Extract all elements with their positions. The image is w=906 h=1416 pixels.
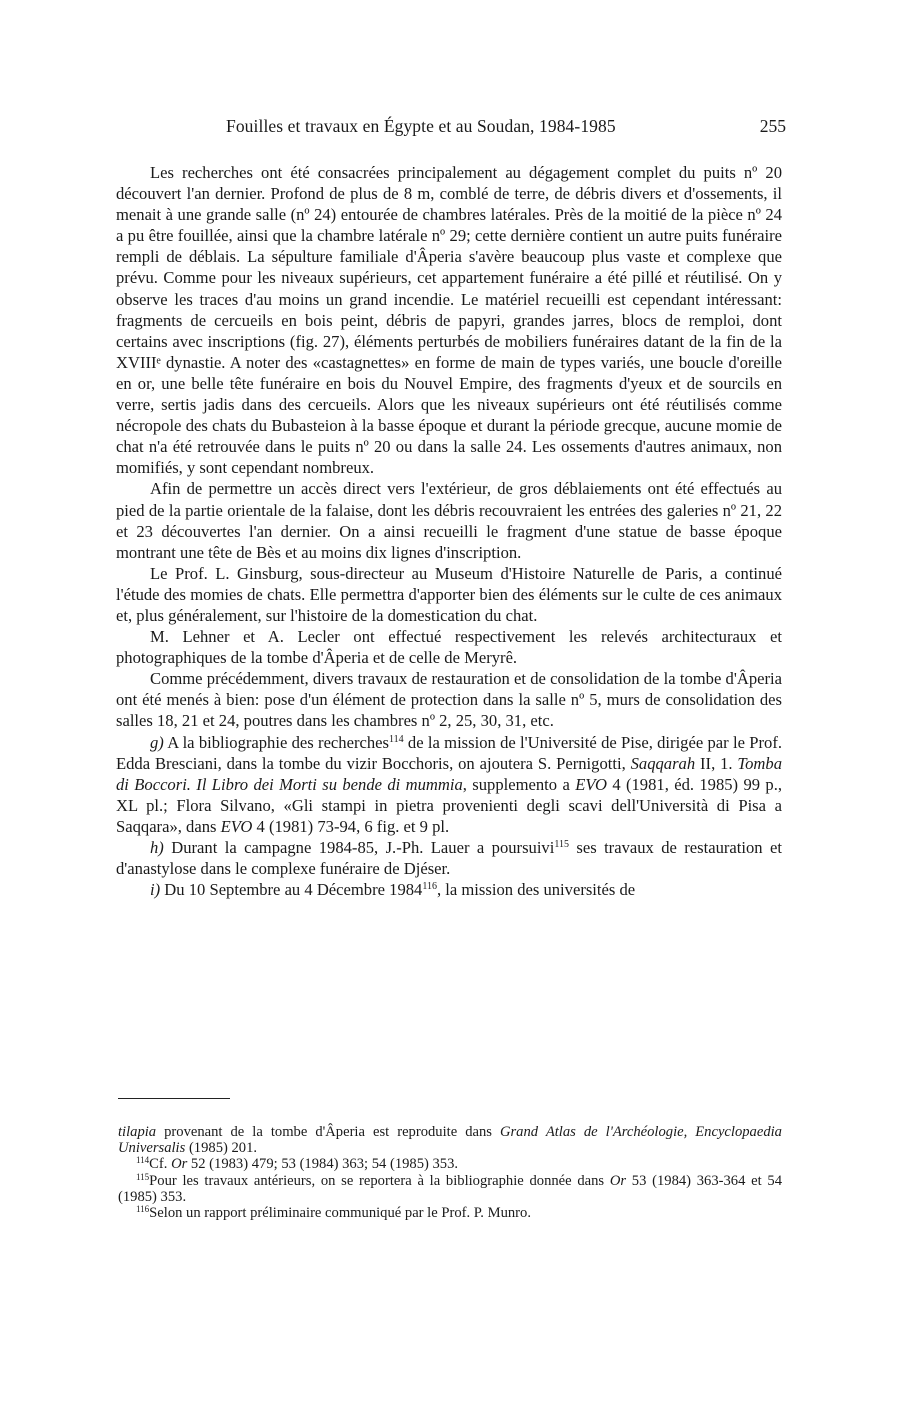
paragraph-text: 4 (1981) 73-94, 6 fig. et 9 pl.	[252, 816, 450, 836]
paragraph: Afin de permettre un accès direct vers l'extérieur, de gros déblaiements ont été effectués au pied de la partie orientale de la falaise, dont les débris recouvraient les entrées des galeries nº 21, 22 et 23 découvertes l'an dernier. On a ainsi recueilli le fragment d'une statue de basse époque montrant une tête de Bès et au moins dix lignes d'inscription.	[116, 479, 782, 562]
paragraph-text: ses travaux de restauration et d'anastylose dans le complexe funéraire de Djéser.	[116, 838, 782, 879]
paragraph-text: de la mission de l'Université de Pise, dirigée par le Prof. Edda Bresciani, dans la tombe du vizir Bocchoris, on ajoutera S. Pernigotti,	[116, 732, 782, 773]
paragraph-i	[116, 879, 782, 900]
footnote-reference: 116	[422, 881, 437, 893]
citation-title: Tomba di Boccori. Il Libro dei Morti su bende di mummia	[116, 753, 782, 794]
paragraph-text: II, 1.	[695, 753, 738, 773]
list-marker: g)	[150, 732, 164, 752]
footnote-number: 114	[136, 1155, 150, 1166]
running-title: Fouilles et travaux en Égypte et au Soudan, 1984-1985	[226, 116, 616, 136]
footnote-reference: 114	[388, 733, 404, 745]
page-number: 255	[759, 116, 786, 136]
citation-title: Saqqarah	[630, 753, 696, 773]
paragraph-text: Du 10 Septembre au 4 Décembre 1984	[160, 880, 423, 900]
paragraph-text: , supplemento a	[462, 774, 576, 794]
page-header	[146, 116, 786, 138]
footnote-number: 115	[136, 1171, 150, 1182]
paragraph: Les recherches ont été consacrées principalement au dégagement complet du puits nº 20 découvert l'an dernier. Profond de plus de 8 m, comblé de terre, de débris divers et d'ossements, il menait à une grande salle (nº 24) entourée de chambres latérales. Près de la moitié de la pièce nº 24 a pu être fouillée, ainsi que la chambre latérale nº 29; cette dernière contient un autre puits funéraire rempli de déblais. La sépulture familiale d'Âperia s'avère beaucoup plus vaste et complexe que prévu. Comme pour les niveaux supérieurs, cet appartement funéraire a été pillé et réutilisé. On y observe les traces d'au moins un grand incendie. Le matériel recueilli est cependant intéressant: fragments de cercueils en bois peint, débris de papyri, grandes jarres, blocs de remploi, dont certains avec inscriptions (fig. 27), éléments perturbés de mobiliers funéraires datant de la fin de la XVIIIᵉ dynastie. A noter des «castagnettes» en forme de main de types variés, une boucle d'oreille en or, une belle tête funéraire en bois du Nouvel Empire, des fragments d'yeux et de sourcils en verre, sertis jadis dans des cercueils. Alors que les niveaux supérieurs ont été réutilisés comme nécropole des chats du Bubasteion à la basse époque et durant la période grecque, aucune momie de chat n'a été retrouvée dans le puits nº 20 ou dans la salle 24. Les ossements d'autres animaux, non momifiés, y sont cependant nombreux.	[116, 163, 782, 478]
footnotes	[118, 1124, 782, 1221]
footnote-reference: 115	[554, 839, 569, 850]
paragraph-text: 4 (1981, éd. 1985) 99 p., XL pl.; Flora Silvano, «Gli stampi in pietra provenienti degli scavi dell'Università di Pisa a Saqqara», dans	[116, 774, 783, 836]
footnote-number: 116	[136, 1204, 150, 1215]
footnote-text: Pour les travaux antérieurs, on se reportera à la bibliographie donnée dans	[149, 1172, 610, 1189]
footnote-114	[118, 1156, 782, 1172]
footnote-text: Selon un rapport préliminaire communiqué par le Prof. P. Munro.	[149, 1205, 531, 1222]
footnote-text: 53 (1984) 363-364 et 54 (1985) 353.	[118, 1172, 782, 1205]
citation-title: EVO	[575, 774, 607, 794]
citation-title: EVO	[220, 816, 253, 836]
paragraph: Le Prof. L. Ginsburg, sous-directeur au Museum d'Histoire Naturelle de Paris, a continué l'étude des momies de chats. Elle permettra d'apporter bien des éléments sur le culte de ces animaux et, plus généralement, sur l'histoire de la domestication du chat.	[116, 563, 782, 625]
paragraph: M. Lehner et A. Lecler ont effectué respectivement les relevés architecturaux et photographiques de la tombe d'Âperia et de celle de Meryrê.	[116, 627, 782, 668]
footnote-divider	[118, 1098, 230, 1099]
paragraph-h	[116, 837, 782, 879]
paragraph-g	[116, 732, 782, 837]
footnote-italic: tilapia	[118, 1124, 157, 1140]
list-marker: h)	[150, 838, 164, 857]
footnote-text: 52 (1983) 479; 53 (1984) 363; 54 (1985) 353.	[187, 1156, 459, 1173]
body-text	[116, 162, 782, 900]
footnote-116	[118, 1205, 782, 1221]
paragraph-text: , la mission des universités de	[436, 880, 636, 900]
footnote-text: provenant de la tombe d'Âperia est reproduite dans	[156, 1124, 500, 1140]
footnote-text: (1985) 201.	[185, 1140, 258, 1157]
footnote-text: Cf.	[149, 1156, 172, 1173]
paragraph-text: Durant la campagne 1984-85, J.-Ph. Lauer a poursuivi	[163, 838, 555, 857]
footnote-italic: Grand Atlas de l'Archéologie, Encyclopaedia Universalis	[118, 1124, 782, 1157]
footnote-115	[118, 1173, 782, 1205]
list-marker: i)	[150, 880, 161, 900]
footnote-italic: Or	[171, 1156, 188, 1173]
paragraph: Comme précédemment, divers travaux de restauration et de consolidation de la tombe d'Âperia ont été menés à bien: pose d'un élément de protection dans la salle nº 5, murs de consolidation des salles 18, 21 et 24, poutres dans les chambres nº 2, 25, 30, 31, etc.	[116, 669, 782, 731]
footnote-continued	[118, 1124, 782, 1156]
paragraph-text: A la bibliographie des recherches	[163, 732, 389, 752]
footnote-italic: Or	[609, 1172, 627, 1189]
